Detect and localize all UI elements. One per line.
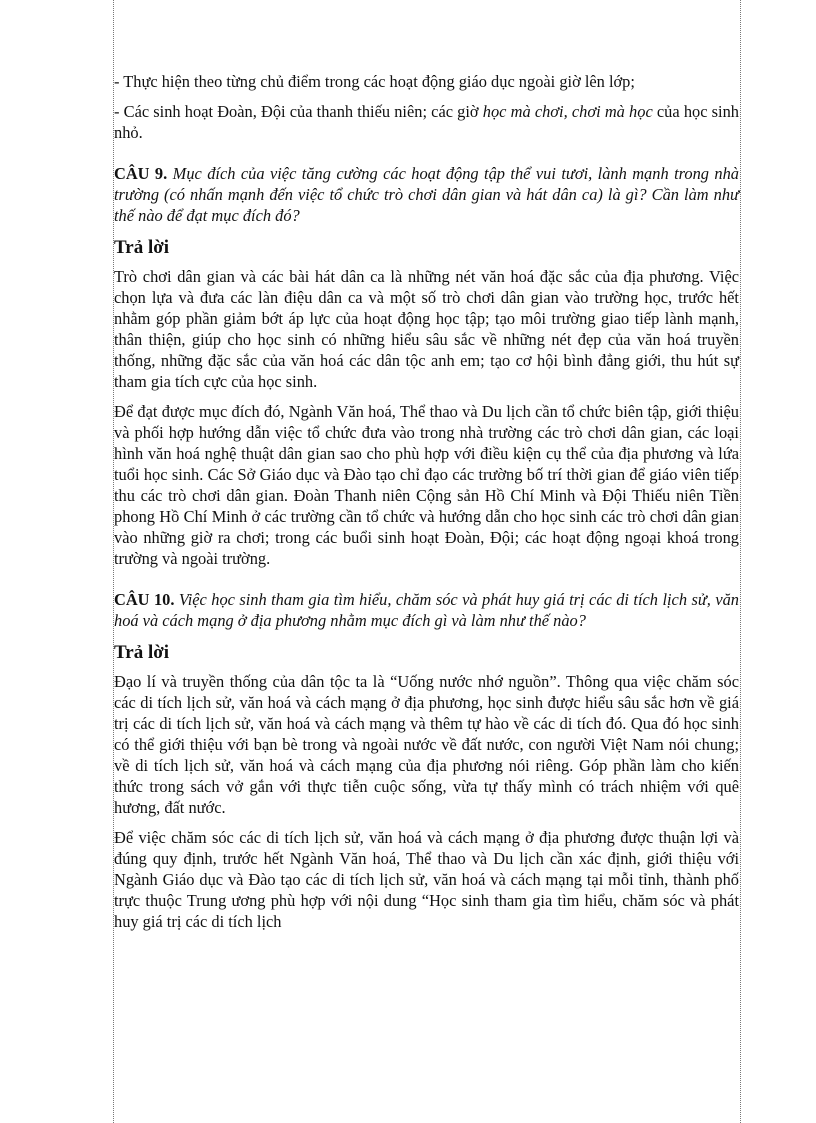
right-margin-guide bbox=[740, 0, 741, 1123]
answer-9-title: Trả lời bbox=[114, 237, 170, 258]
question-9 bbox=[114, 163, 739, 226]
question-9-label: CÂU 9. bbox=[114, 164, 168, 183]
answer-9-paragraph-1: Trò chơi dân gian và các bài hát dân ca là những nét văn hoá đặc sắc của địa phương. Việc chọn lựa và đưa các làn điệu dân ca và một số trò chơi dân gian vào trường học, trước hết nhằm góp phần giảm bớt áp lực của hoạt động học tập; tạo môi trường giao tiếp lành mạnh, thân thiện, giúp cho học sinh có những hiểu sâu sắc về những nét đẹp của văn hoá truyền thống, những đặc sắc của văn hoá các dân tộc anh em; tạo cơ hội bình đẳng giới, thu hút sự tham gia tích cực của học sinh. bbox=[114, 267, 739, 391]
intro-line-2-suffix: của học sinh nhỏ. bbox=[114, 102, 739, 142]
intro-line-2 bbox=[114, 101, 739, 143]
intro-line-2-italic: học mà chơi, chơi mà học bbox=[482, 102, 653, 121]
answer-10-title: Trả lời bbox=[114, 642, 170, 663]
answer-10-paragraph-2: Để việc chăm sóc các di tích lịch sử, văn hoá và cách mạng ở địa phương được thuận lợi và đúng quy định, trước hết Ngành Văn hoá, Thể thao và Du lịch cần xác định, giới thiệu với Ngành Giáo dục và Đào tạo các di tích lịch sử, văn hoá và cách mạng tại mỗi tỉnh, thành phố trực thuộc Trung ương phù hợp với nội dung “Học sinh tham gia tìm hiểu, chăm sóc và phát huy giá trị các di tích lịch bbox=[114, 828, 739, 931]
answer-9-paragraph-2: Để đạt được mục đích đó, Ngành Văn hoá, Thể thao và Du lịch cần tổ chức biên tập, giới thiệu và phối hợp hướng dẫn việc tổ chức đưa vào trong nhà trường các trò chơi dân gian, các loại hình văn hoá nghệ thuật dân gian sao cho phù hợp với điều kiện cụ thể của địa phương và lứa tuổi học sinh. Các Sở Giáo dục và Đào tạo chỉ đạo các trường bố trí thời gian để giáo viên tiếp thu các trò chơi dân gian. Đoàn Thanh niên Cộng sản Hồ Chí Minh và Đội Thiếu niên Tiền phong Hồ Chí Minh ở các trường cần tổ chức và hướng dẫn cho học sinh các trò chơi dân gian vào những giờ ra chơi; trong các buổi sinh hoạt Đoàn, Đội; các hoạt động ngoại khoá trong trường và ngoài trường. bbox=[114, 402, 739, 568]
document-page bbox=[114, 71, 739, 932]
question-10-label: CÂU 10. bbox=[114, 590, 175, 609]
intro-line-2-prefix: - Các sinh hoạt Đoàn, Đội của thanh thiếu niên; các giờ bbox=[114, 102, 483, 121]
question-9-text: Mục đích của việc tăng cường các hoạt động tập thể vui tươi, lành mạnh trong nhà trường (có nhấn mạnh đến việc tổ chức trò chơi dân gian và hát dân ca) là gì? Cần làm như thế nào để đạt mục đích đó? bbox=[114, 164, 739, 225]
answer-10-paragraph-1: Đạo lí và truyền thống của dân tộc ta là “Uống nước nhớ nguồn”. Thông qua việc chăm sóc các di tích lịch sử, văn hoá và cách mạng ở địa phương, học sinh được hiểu sâu sắc hơn về giá trị các di tích lịch sử, văn hoá và cách mạng và thêm tự hào về các di tích đó. Qua đó học sinh có thể giới thiệu với bạn bè trong và ngoài nước về đất nước, con người Việt Nam nói chung; về di tích lịch sử, văn hoá và cách mạng của địa phương nói riêng. Góp phần làm cho kiến thức trong sách vở gắn với thực tiễn cuộc sống, vừa tự thấy mình có trách nhiệm với quê hương, đất nước. bbox=[114, 672, 739, 817]
question-10-text: Việc học sinh tham gia tìm hiểu, chăm sóc và phát huy giá trị các di tích lịch sử, văn hoá và cách mạng ở địa phương nhằm mục đích gì và làm như thế nào? bbox=[114, 590, 739, 630]
intro-line-1: - Thực hiện theo từng chủ điểm trong các hoạt động giáo dục ngoài giờ lên lớp; bbox=[114, 72, 635, 91]
question-10 bbox=[114, 589, 739, 631]
